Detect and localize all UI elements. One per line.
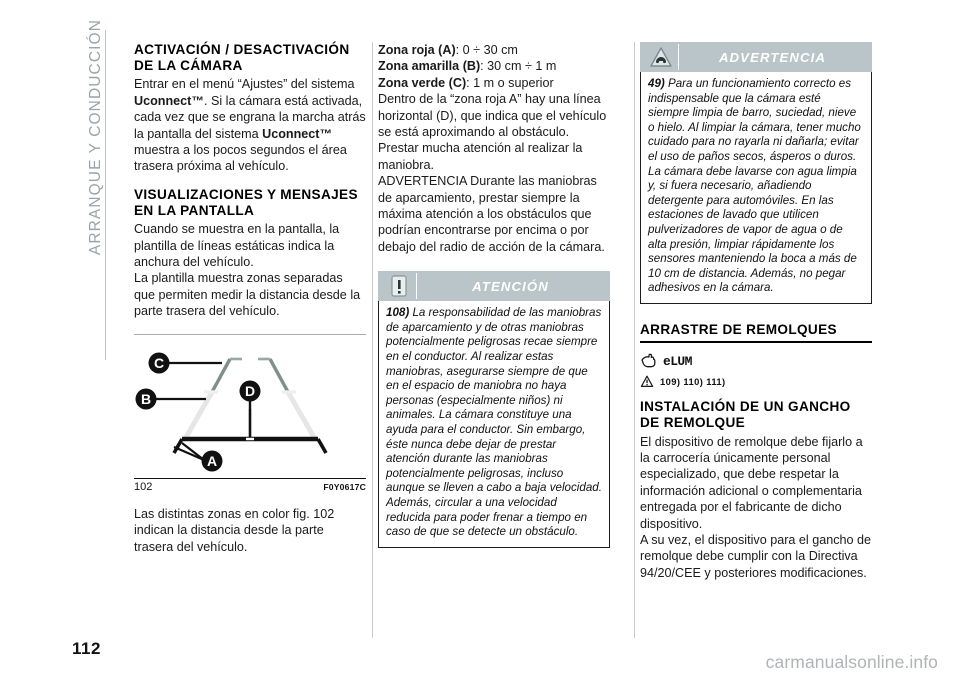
pointing-hand-path bbox=[642, 354, 655, 366]
text-run: muestra a los pocos segundos el área trasera próxima al vehículo. bbox=[134, 143, 347, 174]
symbol-elum-text: eLUM bbox=[663, 353, 692, 369]
warning-triangle-icon bbox=[640, 375, 654, 388]
callout-advertencia-bar bbox=[640, 42, 872, 72]
zone-yellow-line bbox=[378, 58, 610, 74]
callout-atencion-content: La responsabilidad de las maniobras de aparcamiento y de otras maniobras potencialmente peligrosas recae siempre en el conductor. Al realizar estas maniobras, asegurarse siempre de que en el espacio de maniobra no haya personas (especialmente niños) ni animales. La cámara constituye una ayuda para el conductor. Sin embargo, éste nunca debe dejar de prestar atención durante las maniobras potencialmente peligrosas, incluso aunque se lleven a cabo a baja velocidad. Además, circular a una velocidad reducida para poder frenar a tiempo en caso de que se detecte un obstáculo. bbox=[386, 306, 602, 539]
figure-102 bbox=[134, 334, 366, 494]
section-tab bbox=[72, 19, 106, 360]
figure-caption bbox=[134, 478, 366, 494]
paragraph-plantilla-lineas: Cuando se muestra en la pantalla, la plantilla de líneas estáticas indica la anchura del vehículo. bbox=[134, 222, 340, 270]
heading-instalacion-gancho: INSTALACIÓN DE UN GANCHO DE REMOLQUE bbox=[640, 399, 851, 431]
attention-exclamation-icon bbox=[384, 273, 414, 299]
callout-advertencia-text bbox=[648, 77, 864, 296]
text-run: . Si la cámara está activada, cada vez que se engrana la marcha atrás la pantalla del sistema bbox=[134, 93, 366, 141]
figure-top-rule bbox=[134, 334, 366, 335]
column-1 bbox=[134, 42, 366, 555]
brand-uconnect-2: Uconnect™ bbox=[262, 126, 333, 141]
heading-arrastre-remolques: ARRASTRE DE REMOLQUES bbox=[640, 322, 872, 343]
callout-advertencia-title: ADVERTENCIA bbox=[718, 49, 827, 65]
callout-atencion-ref: 108) bbox=[386, 306, 410, 320]
zone-yellow-label: Zona amarilla (B) bbox=[378, 59, 481, 74]
paragraph-advertencia-maniobras: ADVERTENCIA Durante las maniobras de aparcamiento, prestar siempre la máxima atención a los obstáculos que podrían encontrarse por encima o por debajo del radio de acción de la cámara. bbox=[378, 174, 605, 254]
zone-c-right-line bbox=[270, 359, 288, 392]
warning-reference-numbers: 109) 110) 111) bbox=[660, 375, 726, 387]
text-run: Entrar en el menú “Ajustes” del sistema bbox=[134, 77, 355, 92]
column-2 bbox=[378, 42, 610, 548]
attention-exclamation-icon-svg bbox=[388, 274, 410, 298]
label-text-c: C bbox=[153, 354, 165, 371]
warning-car-triangle-icon-svg bbox=[648, 45, 674, 69]
icon-bang-dot bbox=[398, 291, 401, 294]
zone-a-right-tail bbox=[318, 439, 326, 453]
guideline-template-svg bbox=[134, 347, 366, 475]
section-tab-label: ARRANQUE Y CONDUCCIÓN bbox=[87, 19, 104, 256]
callout-atencion bbox=[378, 271, 610, 548]
callout-advertencia-ref: 49) bbox=[648, 77, 665, 90]
content-columns bbox=[134, 42, 906, 642]
symbol-row-pointer bbox=[640, 351, 872, 371]
warning-car-triangle-icon bbox=[646, 44, 676, 70]
zone-red-line bbox=[378, 42, 610, 58]
paragraph-zonas-separadas: La plantilla muestra zonas separadas que permiten medir la distancia desde la parte trasera del vehículo. bbox=[134, 271, 361, 319]
icon-car-wheel-left bbox=[656, 60, 659, 63]
label-text-b: B bbox=[140, 390, 152, 407]
icon-car-wheel-right bbox=[663, 60, 666, 63]
callout-advertencia-content: Para un funcionamiento correcto es indispensable que la cámara esté siempre limpia de barro, suciedad, nieve o hielo. Al limpiar la cámara, tener mucho cuidado para no rayarla ni dañarla; evitar el uso de paños secos, ásperos o duros. La cámara debe lavarse con agua limpia y, si fuera necesario, añadiendo detergente para automóviles. En las estaciones de lavado que utilicen pulverizadores de vapor de agua o de alta presión, limpiar rápidamente los sensores manteniendo la boca a más de 10 cm de distancia. Además, no pegar adhesivos en la cámara. bbox=[648, 77, 861, 295]
column-3 bbox=[640, 42, 872, 581]
heading-activacion-desactivacion-camara: ACTIVACIÓN / DESACTIVACIÓN DE LA CÁMARA bbox=[134, 42, 350, 74]
zone-green-label: Zona verde (C) bbox=[378, 75, 467, 90]
callout-advertencia bbox=[640, 42, 872, 304]
paragraph-linea-horizontal: Dentro de la “zona roja A” hay una línea horizontal (D), que indica que el vehículo se está aproximando al obstáculo. Prestar mucha atención al realizar la maniobra. bbox=[378, 92, 607, 172]
warning-bang-stem bbox=[646, 379, 647, 383]
callout-atencion-text bbox=[386, 306, 602, 540]
zone-red-value: : 0 ÷ 30 cm bbox=[455, 43, 518, 57]
paragraph-dispositivo-remolque: El dispositivo de remolque debe fijarlo a la carrocería únicamente personal especializado, que debe respetar la información adicional o complementaria entregada por el fabricante de dicho dispositivo. bbox=[640, 434, 863, 531]
pointing-hand-icon bbox=[640, 353, 660, 369]
callout-atencion-body bbox=[378, 301, 610, 548]
zone-red-label: Zona roja (A) bbox=[378, 43, 456, 57]
section-tab-rule bbox=[105, 30, 106, 360]
figure-guideline-diagram bbox=[134, 347, 366, 475]
zone-b-right-line bbox=[288, 392, 315, 439]
label-text-a: A bbox=[206, 452, 218, 469]
page-number: 112 bbox=[72, 639, 101, 658]
brand-uconnect-1: Uconnect™ bbox=[134, 93, 204, 108]
icon-bang-stem bbox=[398, 280, 401, 289]
paragraph-zonas-color: Las distintas zonas en color fig. 102 indican la distancia desde la parte trasera del vehículo. bbox=[134, 506, 335, 554]
paragraph-activacion bbox=[134, 76, 366, 174]
callout-atencion-bar bbox=[378, 271, 610, 301]
figure-code: F0Y0617C bbox=[323, 481, 366, 492]
watermark: carmanualsonline.info bbox=[765, 652, 938, 672]
column-separator-2 bbox=[634, 42, 635, 638]
heading-visualizaciones-mensajes: VISUALIZACIONES Y MENSAJES EN LA PANTALLA bbox=[134, 186, 358, 219]
callout-advertencia-body bbox=[640, 72, 872, 304]
callout-atencion-title: ATENCIÓN bbox=[472, 278, 549, 294]
zone-green-line bbox=[378, 75, 610, 91]
label-text-d: D bbox=[244, 382, 256, 399]
zone-yellow-value: : 30 cm ÷ 1 m bbox=[480, 59, 557, 74]
paragraph-directiva-cee: A su vez, el dispositivo para el gancho de remolque debe cumplir con la Directiva 94/20/CEE y posteriores modificaciones. bbox=[640, 532, 872, 580]
figure-number: 102 bbox=[134, 480, 153, 493]
column-separator-1 bbox=[372, 42, 373, 638]
symbol-row-warning-refs bbox=[640, 373, 872, 389]
warning-bang-dot bbox=[646, 384, 647, 385]
zone-green-value: : 1 m o superior bbox=[466, 75, 554, 90]
